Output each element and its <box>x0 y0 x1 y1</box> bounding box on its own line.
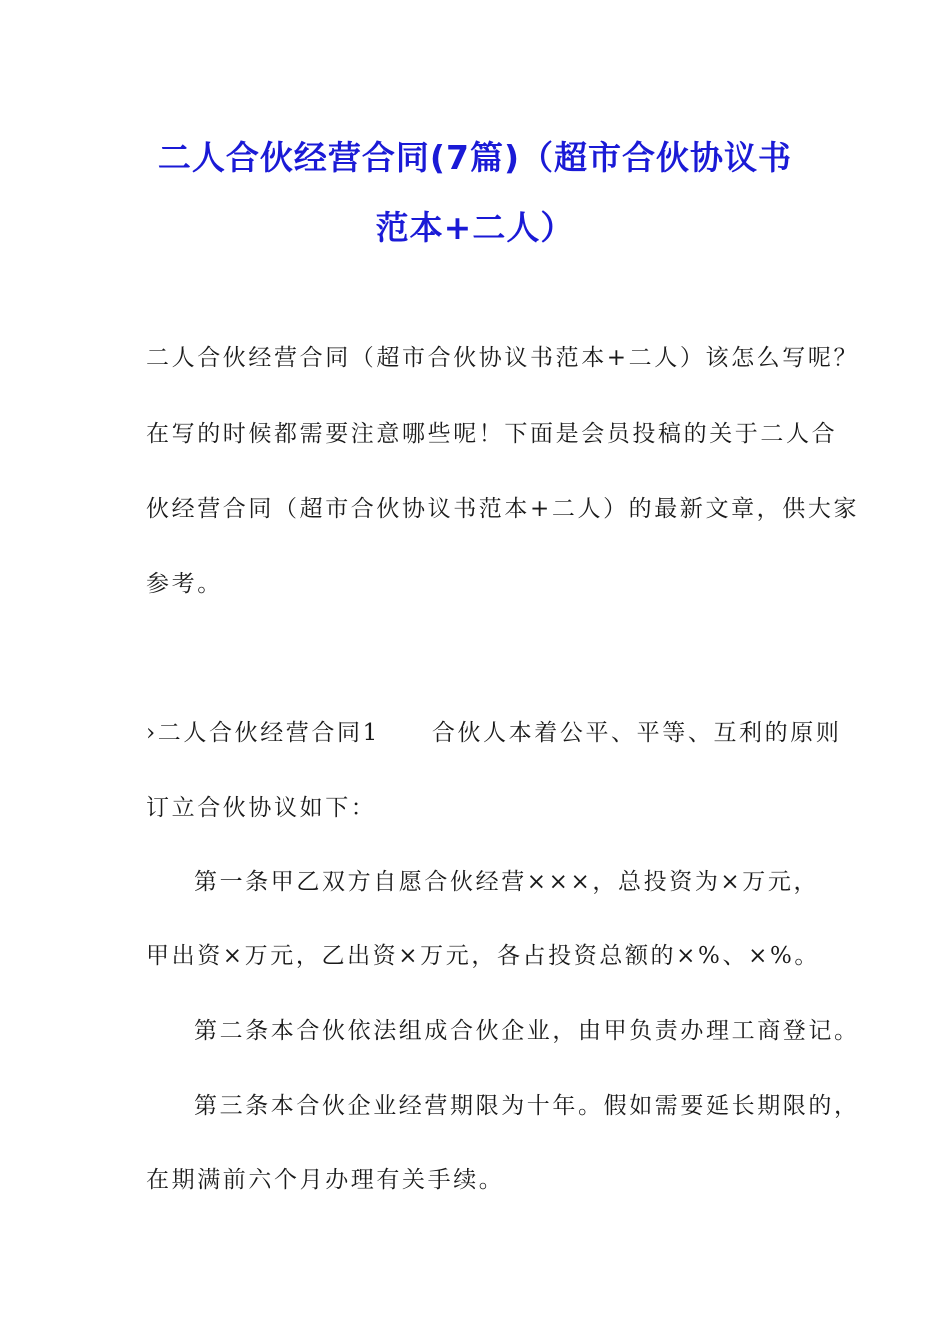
body-line-6: 在期满前六个月办理有关手续。 <box>146 1167 505 1193</box>
section-heading: ›二人合伙经营合同1 <box>146 720 380 746</box>
document-title-line-2: 范本+二人） <box>375 208 575 247</box>
intro-line-3: 伙经营合同（超市合伙协议书范本+二人）的最新文章，供大家 <box>146 496 860 522</box>
intro-line-4: 参考。 <box>146 571 223 597</box>
section-first-line <box>146 717 842 749</box>
intro-line-2: 在写的时候都需要注意哪些呢！下面是会员投稿的关于二人合 <box>146 421 838 447</box>
body-line-3: 甲出资×万元，乙出资×万元，各占投资总额的×%、×%。 <box>146 943 820 969</box>
intro-line-1: 二人合伙经营合同（超市合伙协议书范本+二人）该怎么写呢？ <box>146 345 860 371</box>
section-first-text: 合伙人本着公平、平等、互利的原则 <box>431 720 842 746</box>
body-line-1: 订立合伙协议如下： <box>146 795 377 821</box>
body-line-5: 第三条本合伙企业经营期限为十年。假如需要延长期限的， <box>194 1093 860 1119</box>
document-title-line-1: 二人合伙经营合同(7篇)（超市合伙协议书 <box>157 138 793 177</box>
body-line-2: 第一条甲乙双方自愿合伙经营×××，总投资为×万元， <box>194 869 820 895</box>
body-line-4: 第二条本合伙依法组成合伙企业，由甲负责办理工商登记。 <box>194 1018 860 1044</box>
